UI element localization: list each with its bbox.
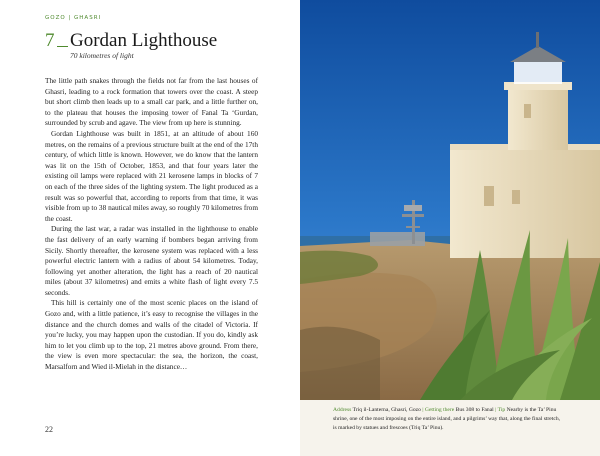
tip-label: Tip (497, 407, 506, 413)
paragraph: The little path snakes through the fields not far from the last houses of Ghasri, leading to a rock formation that towers over the coast. A steep but short climb then leads up to a small car park, and a little further on, to the plateau that houses the imposing tower of Fanal Ta ‘Gurdan, surrounded by scrub and agave. The view from up here is stunning. (45, 76, 258, 128)
getting-there-text: Bus 308 to Fanal (455, 407, 494, 413)
getting-there-label: Getting there (424, 407, 455, 413)
window (484, 186, 494, 206)
lantern-room (514, 62, 562, 84)
tip-text: Nearby is the Ta’ Pinu shrine, one of the most imposing on the entire island, and a pilgrims’ way that, along the final stretch, is marked by statues and frescoes (Triq Ta’ Pinu). (333, 407, 561, 431)
distant-building (370, 232, 425, 246)
page-number: 22 (45, 425, 53, 434)
chapter-rule (57, 46, 68, 47)
chapter-number: 7 (45, 30, 55, 51)
lightning-rod (536, 32, 539, 48)
info-caption (333, 406, 563, 432)
tower-window (524, 104, 531, 118)
page-subtitle: 70 kilometres of light (70, 51, 134, 60)
address-label: Address (333, 407, 352, 413)
body-text (45, 76, 258, 373)
lighthouse-house (450, 148, 600, 258)
address-text: Triq il-Lanterna, Ghasri, Gozo (352, 407, 421, 413)
lighthouse-tower (508, 88, 568, 150)
window (512, 190, 520, 204)
right-page (300, 0, 600, 456)
page-title: Gordan Lighthouse (70, 30, 218, 51)
lighthouse-photo (300, 0, 600, 400)
paragraph: This hill is certainly one of the most scenic places on the island of Gozo and, with a little patience, it’s easy to recognise the villages in the distance and the church domes and walls of the citadel of Victoria. If you’re lucky, you may happen upon the custodian. If you do, kindly ask him to let you climb up to the top, 21 metres above ground. From there, the view is even more spectacular: the sea, the horizon, the coast, Marsalforn and Wied il-Mielah in the distance… (45, 298, 258, 372)
separator: | (495, 407, 497, 413)
running-head: GOZO | GHASRI (45, 15, 102, 21)
paragraph: Gordan Lighthouse was built in 1851, at an altitude of about 160 metres, on the remains of a previous structure built at the end of the 17th century, of which little is known. However, we do know that the lantern was lit on the 15th of October, 1853, and that four years later the existing oil lamps were replaced with 21 kerosene lamps in blocks of 7 on each of the three sides of the lighting system. The light produced as a result was so powerful that, according to reports from that time, it was visible from up to 38 nautical miles away, so roughly 70 kilometres from the coast. (45, 128, 258, 223)
separator: | (422, 407, 424, 413)
paragraph: During the last war, a radar was installed in the lighthouse to enable the fast delivery of an early warning if bombers began arriving from Sicily. Shortly thereafter, the kerosene system was replaced with a less powerful electric lantern with a radius of about 54 kilometres. Today, following yet another alteration, the light has a reach of 20 nautical miles (about 37 kilometres) and emits a white flash of light every 7.5 seconds. (45, 224, 258, 297)
foreground-rock (300, 327, 380, 400)
